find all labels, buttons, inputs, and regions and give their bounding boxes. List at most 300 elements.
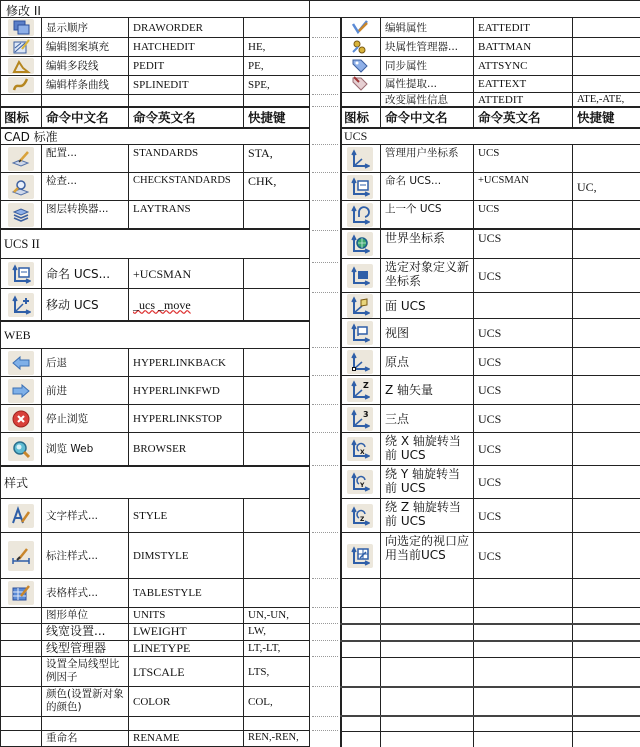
- icon-cell: [0, 579, 42, 607]
- table-row: [0, 404, 310, 432]
- table-header-row: [0, 106, 310, 127]
- separator-dots: [312, 106, 338, 107]
- command-cn: 编辑样条曲线: [42, 76, 129, 94]
- command-shortcut: [244, 18, 310, 37]
- header-shortcut: 快捷键: [248, 109, 286, 125]
- table-row-empty: [340, 640, 640, 657]
- command-en: [474, 732, 573, 747]
- icon-cell: [0, 687, 42, 716]
- icon-cell: [340, 625, 381, 640]
- header-cn: 命令中文名: [381, 108, 474, 127]
- icon-cell: [340, 348, 381, 375]
- table-row: [340, 532, 640, 578]
- ucs-rotate-y-icon: [347, 470, 373, 494]
- table-row: [0, 578, 310, 607]
- command-cn: [381, 625, 474, 640]
- separator-dots: [312, 730, 338, 731]
- ucs-zaxis-icon: [347, 378, 373, 402]
- command-cn: 前进: [42, 377, 129, 404]
- icon-cell: [340, 533, 381, 578]
- icon-cell: [0, 433, 42, 465]
- command-cn: 图层转换器...: [42, 201, 129, 228]
- command-shortcut: SPE,: [248, 79, 270, 91]
- command-en: +UCSMAN: [129, 259, 244, 288]
- separator-dots: [312, 94, 338, 95]
- command-cn: 改变属性信息: [381, 93, 474, 106]
- command-cn: 标注样式...: [42, 533, 129, 578]
- table-title: 修改 II: [6, 4, 41, 18]
- text-style-icon: [8, 504, 34, 528]
- icon-cell: [340, 173, 381, 200]
- command-en: +UCSMAN: [474, 173, 573, 200]
- table-row: [340, 172, 640, 200]
- command-en: UCS: [474, 348, 573, 375]
- icon-cell: [340, 717, 381, 731]
- command-shortcut: [244, 259, 310, 288]
- icon-cell: [340, 230, 381, 258]
- command-en: PEDIT: [129, 57, 244, 75]
- command-cn: 表格样式...: [42, 579, 129, 607]
- separator-dots: [312, 686, 338, 687]
- command-en: UCS: [474, 259, 573, 292]
- command-shortcut: REN,-REN,: [248, 732, 299, 743]
- table-row: [340, 258, 640, 292]
- command-cn: 绕 Z 轴旋转当前 UCS: [381, 499, 474, 532]
- icon-cell: [340, 201, 381, 228]
- command-en-text: _ucs _move: [133, 297, 191, 312]
- command-en: UCS: [474, 499, 573, 532]
- table-row: [0, 686, 310, 716]
- icon-cell: [0, 624, 42, 640]
- icon-cell: [0, 76, 42, 94]
- header-en: 命令英文名: [474, 108, 573, 127]
- icon-cell: [0, 533, 42, 578]
- pedit-icon: [8, 58, 34, 74]
- command-shortcut: [573, 642, 640, 657]
- command-shortcut: CHK,: [248, 174, 277, 188]
- table-row-empty: [340, 657, 640, 686]
- command-en: [129, 717, 244, 730]
- back-arrow-icon: [8, 351, 34, 375]
- command-cn: 编辑属性: [381, 18, 474, 37]
- table-row: [340, 37, 640, 56]
- table-row: [0, 288, 310, 320]
- command-en: UCS: [474, 466, 573, 498]
- icon-cell: [0, 259, 42, 288]
- command-cn: 配置...: [42, 145, 129, 172]
- command-en: UCS: [474, 230, 573, 258]
- table-row-empty: [340, 578, 640, 607]
- ucs-world-icon: [347, 232, 373, 256]
- command-shortcut: HE,: [248, 41, 266, 53]
- table-row: [340, 75, 640, 92]
- command-shortcut: [573, 259, 640, 292]
- command-en: UCS: [474, 405, 573, 432]
- icon-cell: [0, 349, 42, 376]
- command-cn: [381, 642, 474, 657]
- ucs-rotate-x-icon: [347, 437, 373, 461]
- svg-text:Z: Z: [363, 381, 369, 390]
- table-row: [0, 432, 310, 465]
- command-en: [474, 608, 573, 623]
- command-cn: 编辑图案填充: [42, 38, 129, 56]
- command-cn: 同步属性: [381, 57, 474, 75]
- command-cn: 块属性管理器...: [381, 38, 474, 56]
- icon-cell: [0, 405, 42, 432]
- command-shortcut: [244, 95, 310, 106]
- command-en: LAYTRANS: [129, 201, 244, 228]
- table-row: [0, 75, 310, 94]
- command-shortcut: [244, 289, 310, 320]
- icon-cell: [340, 433, 381, 465]
- command-en: [474, 658, 573, 686]
- separator-dots: [312, 230, 338, 231]
- section-label: WEB: [4, 327, 31, 342]
- header-shortcut: 快捷键: [577, 109, 615, 125]
- command-en: [474, 642, 573, 657]
- command-shortcut: [244, 377, 310, 404]
- command-shortcut: [573, 608, 640, 623]
- command-en: COLOR: [129, 687, 244, 716]
- command-en: [129, 95, 244, 106]
- icon-cell: [0, 38, 42, 56]
- header-cn: 命令中文名: [42, 108, 129, 127]
- section-cad-standards: [0, 127, 310, 144]
- icon-cell: [0, 717, 42, 730]
- command-shortcut: [244, 533, 310, 578]
- separator-dots: [312, 623, 338, 624]
- ucs-3point-icon: [347, 407, 373, 431]
- section-web: [0, 320, 310, 348]
- command-shortcut: [573, 18, 640, 37]
- svg-text:X: X: [360, 449, 365, 456]
- table-row: [0, 200, 310, 228]
- command-shortcut: [573, 319, 640, 347]
- icon-cell: [0, 731, 42, 746]
- command-en: LTSCALE: [129, 657, 244, 686]
- header-icon: 图标: [0, 108, 42, 127]
- icon-cell: [0, 608, 42, 623]
- separator-dots: [312, 607, 338, 608]
- command-cn: 绕 X 轴旋转当前 UCS: [381, 433, 474, 465]
- icon-cell: [340, 658, 381, 686]
- command-cn: 线宽设置...: [42, 624, 129, 640]
- section-ucs-ii: [0, 228, 310, 258]
- stop-icon: [8, 407, 34, 431]
- table-row: [0, 348, 310, 376]
- command-en: HATCHEDIT: [129, 38, 244, 56]
- command-en: [474, 625, 573, 640]
- forward-arrow-icon: [8, 379, 34, 403]
- splinedit-icon: [8, 77, 34, 93]
- command-cn: 上一个 UCS: [381, 201, 474, 228]
- command-cn: 线型管理器: [42, 641, 129, 656]
- separator-dots: [312, 56, 338, 57]
- command-shortcut: UN,-UN,: [248, 609, 289, 621]
- command-en: DRAWORDER: [129, 18, 244, 37]
- command-shortcut: [573, 145, 640, 172]
- command-cn: 管理用户坐标系: [381, 145, 474, 172]
- table-row: [340, 404, 640, 432]
- command-shortcut: [244, 717, 310, 730]
- command-cn: 停止浏览: [42, 405, 129, 432]
- command-en: UNITS: [129, 608, 244, 623]
- table-row: [0, 656, 310, 686]
- command-en: HYPERLINKFWD: [129, 377, 244, 404]
- separator-dots: [312, 75, 338, 76]
- table-row-empty: [0, 716, 310, 730]
- ucs-view-icon: [347, 321, 373, 345]
- separator-dots: [312, 347, 338, 348]
- separator-dots: [312, 578, 338, 579]
- ucs-apply-icon: [347, 544, 373, 568]
- command-en: CHECKSTANDARDS: [129, 173, 244, 200]
- command-shortcut: [573, 466, 640, 498]
- command-shortcut: LT,-LT,: [248, 642, 281, 654]
- battman-icon: [347, 39, 373, 55]
- separator-dots: [312, 375, 338, 376]
- command-en: UCS: [474, 533, 573, 578]
- standards-icon: [8, 147, 34, 171]
- command-en: UCS: [474, 433, 573, 465]
- command-shortcut: [244, 405, 310, 432]
- separator-dots: [312, 640, 338, 641]
- command-en: BATTMAN: [474, 38, 573, 56]
- command-en: SPLINEDIT: [129, 76, 244, 94]
- command-shortcut: [244, 579, 310, 607]
- eattext-icon: [347, 77, 373, 92]
- command-shortcut: LTS,: [248, 665, 270, 678]
- table-style-icon: [8, 581, 34, 605]
- section-label: CAD 标准: [4, 130, 58, 144]
- command-en: STANDARDS: [129, 145, 244, 172]
- table-row: [0, 607, 310, 623]
- icon-cell: [0, 499, 42, 532]
- command-cn: 后退: [42, 349, 129, 376]
- ucs-origin-icon: [347, 350, 373, 374]
- icon-cell: [0, 657, 42, 686]
- command-shortcut: UC,: [577, 179, 597, 194]
- icon-cell: [340, 145, 381, 172]
- table-row: [340, 17, 640, 37]
- icon-cell: [340, 466, 381, 498]
- table-row: [0, 498, 310, 532]
- separator-dots: [312, 432, 338, 433]
- command-shortcut: [573, 579, 640, 607]
- header-icon: 图标: [340, 108, 381, 127]
- icon-cell: [340, 608, 381, 623]
- icon-cell: [0, 289, 42, 320]
- command-shortcut: [573, 499, 640, 532]
- command-shortcut: [244, 201, 310, 228]
- table-row: [0, 144, 310, 172]
- command-cn: 颜色(设置新对象的颜色): [42, 687, 129, 716]
- command-cn: 浏览 Web: [42, 433, 129, 465]
- separator-dots: [312, 172, 338, 173]
- command-en: RENAME: [129, 731, 244, 746]
- command-shortcut: [573, 376, 640, 404]
- icon-cell: [0, 95, 42, 106]
- command-shortcut: PE,: [248, 60, 264, 72]
- command-shortcut: [573, 433, 640, 465]
- command-cn: 编辑多段线: [42, 57, 129, 75]
- command-en: LWEIGHT: [129, 624, 244, 640]
- section-styles: [0, 465, 310, 498]
- command-cn: 文字样式...: [42, 499, 129, 532]
- command-shortcut: [573, 76, 640, 92]
- command-en: HYPERLINKSTOP: [129, 405, 244, 432]
- separator-dots: [312, 656, 338, 657]
- icon-cell: [340, 93, 381, 106]
- command-en: UCS: [474, 376, 573, 404]
- command-cn: 原点: [381, 348, 474, 375]
- icon-cell: [0, 201, 42, 228]
- table-row: [340, 375, 640, 404]
- icon-cell: [340, 76, 381, 92]
- command-cn: [381, 717, 474, 731]
- ucsman-icon: [347, 175, 373, 199]
- command-cn: 重命名: [42, 731, 129, 746]
- command-cn: 视图: [381, 319, 474, 347]
- browser-icon: [8, 437, 34, 461]
- command-shortcut: [573, 533, 640, 578]
- command-cn: 选定对象定义新坐标系: [381, 259, 474, 292]
- command-cn: [381, 688, 474, 715]
- ucs-object-icon: [347, 264, 373, 288]
- table-row-empty: [340, 623, 640, 640]
- separator-dots: [312, 292, 338, 293]
- command-en: TABLESTYLE: [129, 579, 244, 607]
- command-shortcut: [244, 433, 310, 465]
- section-label: UCS II: [4, 236, 40, 251]
- command-cn: 面 UCS: [381, 293, 474, 318]
- command-shortcut: [573, 230, 640, 258]
- svg-text:Y: Y: [360, 482, 365, 489]
- command-cn: [42, 95, 129, 106]
- separator-dots: [312, 37, 338, 38]
- command-en: [474, 688, 573, 715]
- icon-cell: [340, 376, 381, 404]
- separator-dots: [312, 532, 338, 533]
- command-cn: [381, 608, 474, 623]
- dim-style-icon: [8, 541, 34, 571]
- command-shortcut: [573, 405, 640, 432]
- draworder-icon: [8, 19, 34, 36]
- command-en: EATTEXT: [474, 76, 573, 92]
- table-row: [340, 498, 640, 532]
- command-shortcut: [244, 499, 310, 532]
- command-en: UCS: [474, 201, 573, 228]
- table-row: [0, 172, 310, 200]
- table-row: [340, 465, 640, 498]
- command-en: UCS: [474, 145, 573, 172]
- icon-cell: [340, 38, 381, 56]
- icon-cell: [340, 293, 381, 318]
- command-shortcut: [573, 348, 640, 375]
- svg-text:3: 3: [363, 409, 369, 419]
- icon-cell: [340, 18, 381, 37]
- command-cn: [42, 717, 129, 730]
- eattedit-icon: [347, 19, 373, 36]
- command-cn: [381, 658, 474, 686]
- table-row: [340, 347, 640, 375]
- command-en: ATTSYNC: [474, 57, 573, 75]
- separator-dots: [312, 200, 338, 201]
- header-en: 命令英文名: [129, 108, 244, 127]
- command-shortcut: [573, 293, 640, 318]
- table-row-empty: [340, 607, 640, 623]
- command-cn: 显示顺序: [42, 18, 129, 37]
- ucs-face-icon: [347, 294, 373, 318]
- command-cn: 世界坐标系: [381, 230, 474, 258]
- command-en: [474, 293, 573, 318]
- separator-dots: [312, 144, 338, 145]
- ucs-move-icon: [8, 293, 34, 317]
- command-cn: 向选定的视口应用当前UCS: [381, 533, 474, 578]
- icon-cell: [340, 642, 381, 657]
- icon-cell: [0, 377, 42, 404]
- separator-dots: [312, 716, 338, 717]
- icon-cell: [0, 145, 42, 172]
- command-cn: 移动 UCS: [42, 289, 129, 320]
- command-cn: 图形单位: [42, 608, 129, 623]
- checkstandards-icon: [8, 175, 34, 199]
- icon-cell: [0, 173, 42, 200]
- table-header-row: [340, 106, 640, 127]
- hatchedit-icon: [8, 39, 34, 55]
- command-en: UCS: [474, 319, 573, 347]
- command-cn: 检查...: [42, 173, 129, 200]
- command-shortcut: [573, 688, 640, 715]
- table-row: [340, 318, 640, 347]
- table-row: [0, 730, 310, 747]
- command-en: ATTEDIT: [474, 93, 573, 106]
- section-ucs: [340, 127, 640, 144]
- table-row: [0, 640, 310, 656]
- command-cn: 命名 UCS...: [381, 173, 474, 200]
- separator-dots: [312, 262, 338, 263]
- table-row-empty: [0, 94, 310, 106]
- icon-cell: [0, 57, 42, 75]
- command-cn: [381, 732, 474, 747]
- command-cn: Z 轴矢量: [381, 376, 474, 404]
- command-shortcut: ATE,-ATE,: [577, 94, 625, 105]
- ucsman-icon: [8, 262, 34, 286]
- command-en: [129, 289, 244, 320]
- icon-cell: [340, 688, 381, 715]
- command-en: DIMSTYLE: [129, 533, 244, 578]
- icon-cell: [340, 579, 381, 607]
- icon-cell: [0, 18, 42, 37]
- table-row: [0, 376, 310, 404]
- command-shortcut: [573, 732, 640, 747]
- left-command-table: [0, 0, 310, 747]
- command-cn: [381, 579, 474, 607]
- table-row-empty: [340, 731, 640, 747]
- command-cn: 命名 UCS...: [42, 259, 129, 288]
- command-en: [474, 717, 573, 731]
- laytrans-icon: [8, 203, 34, 227]
- table-row-empty: [340, 715, 640, 731]
- table-row: [0, 532, 310, 578]
- icon-cell: [340, 405, 381, 432]
- icon-cell: [340, 732, 381, 747]
- svg-text:Z: Z: [360, 515, 365, 523]
- command-shortcut: [573, 658, 640, 686]
- command-cn: 三点: [381, 405, 474, 432]
- table-row: [0, 17, 310, 37]
- icon-cell: [0, 641, 42, 656]
